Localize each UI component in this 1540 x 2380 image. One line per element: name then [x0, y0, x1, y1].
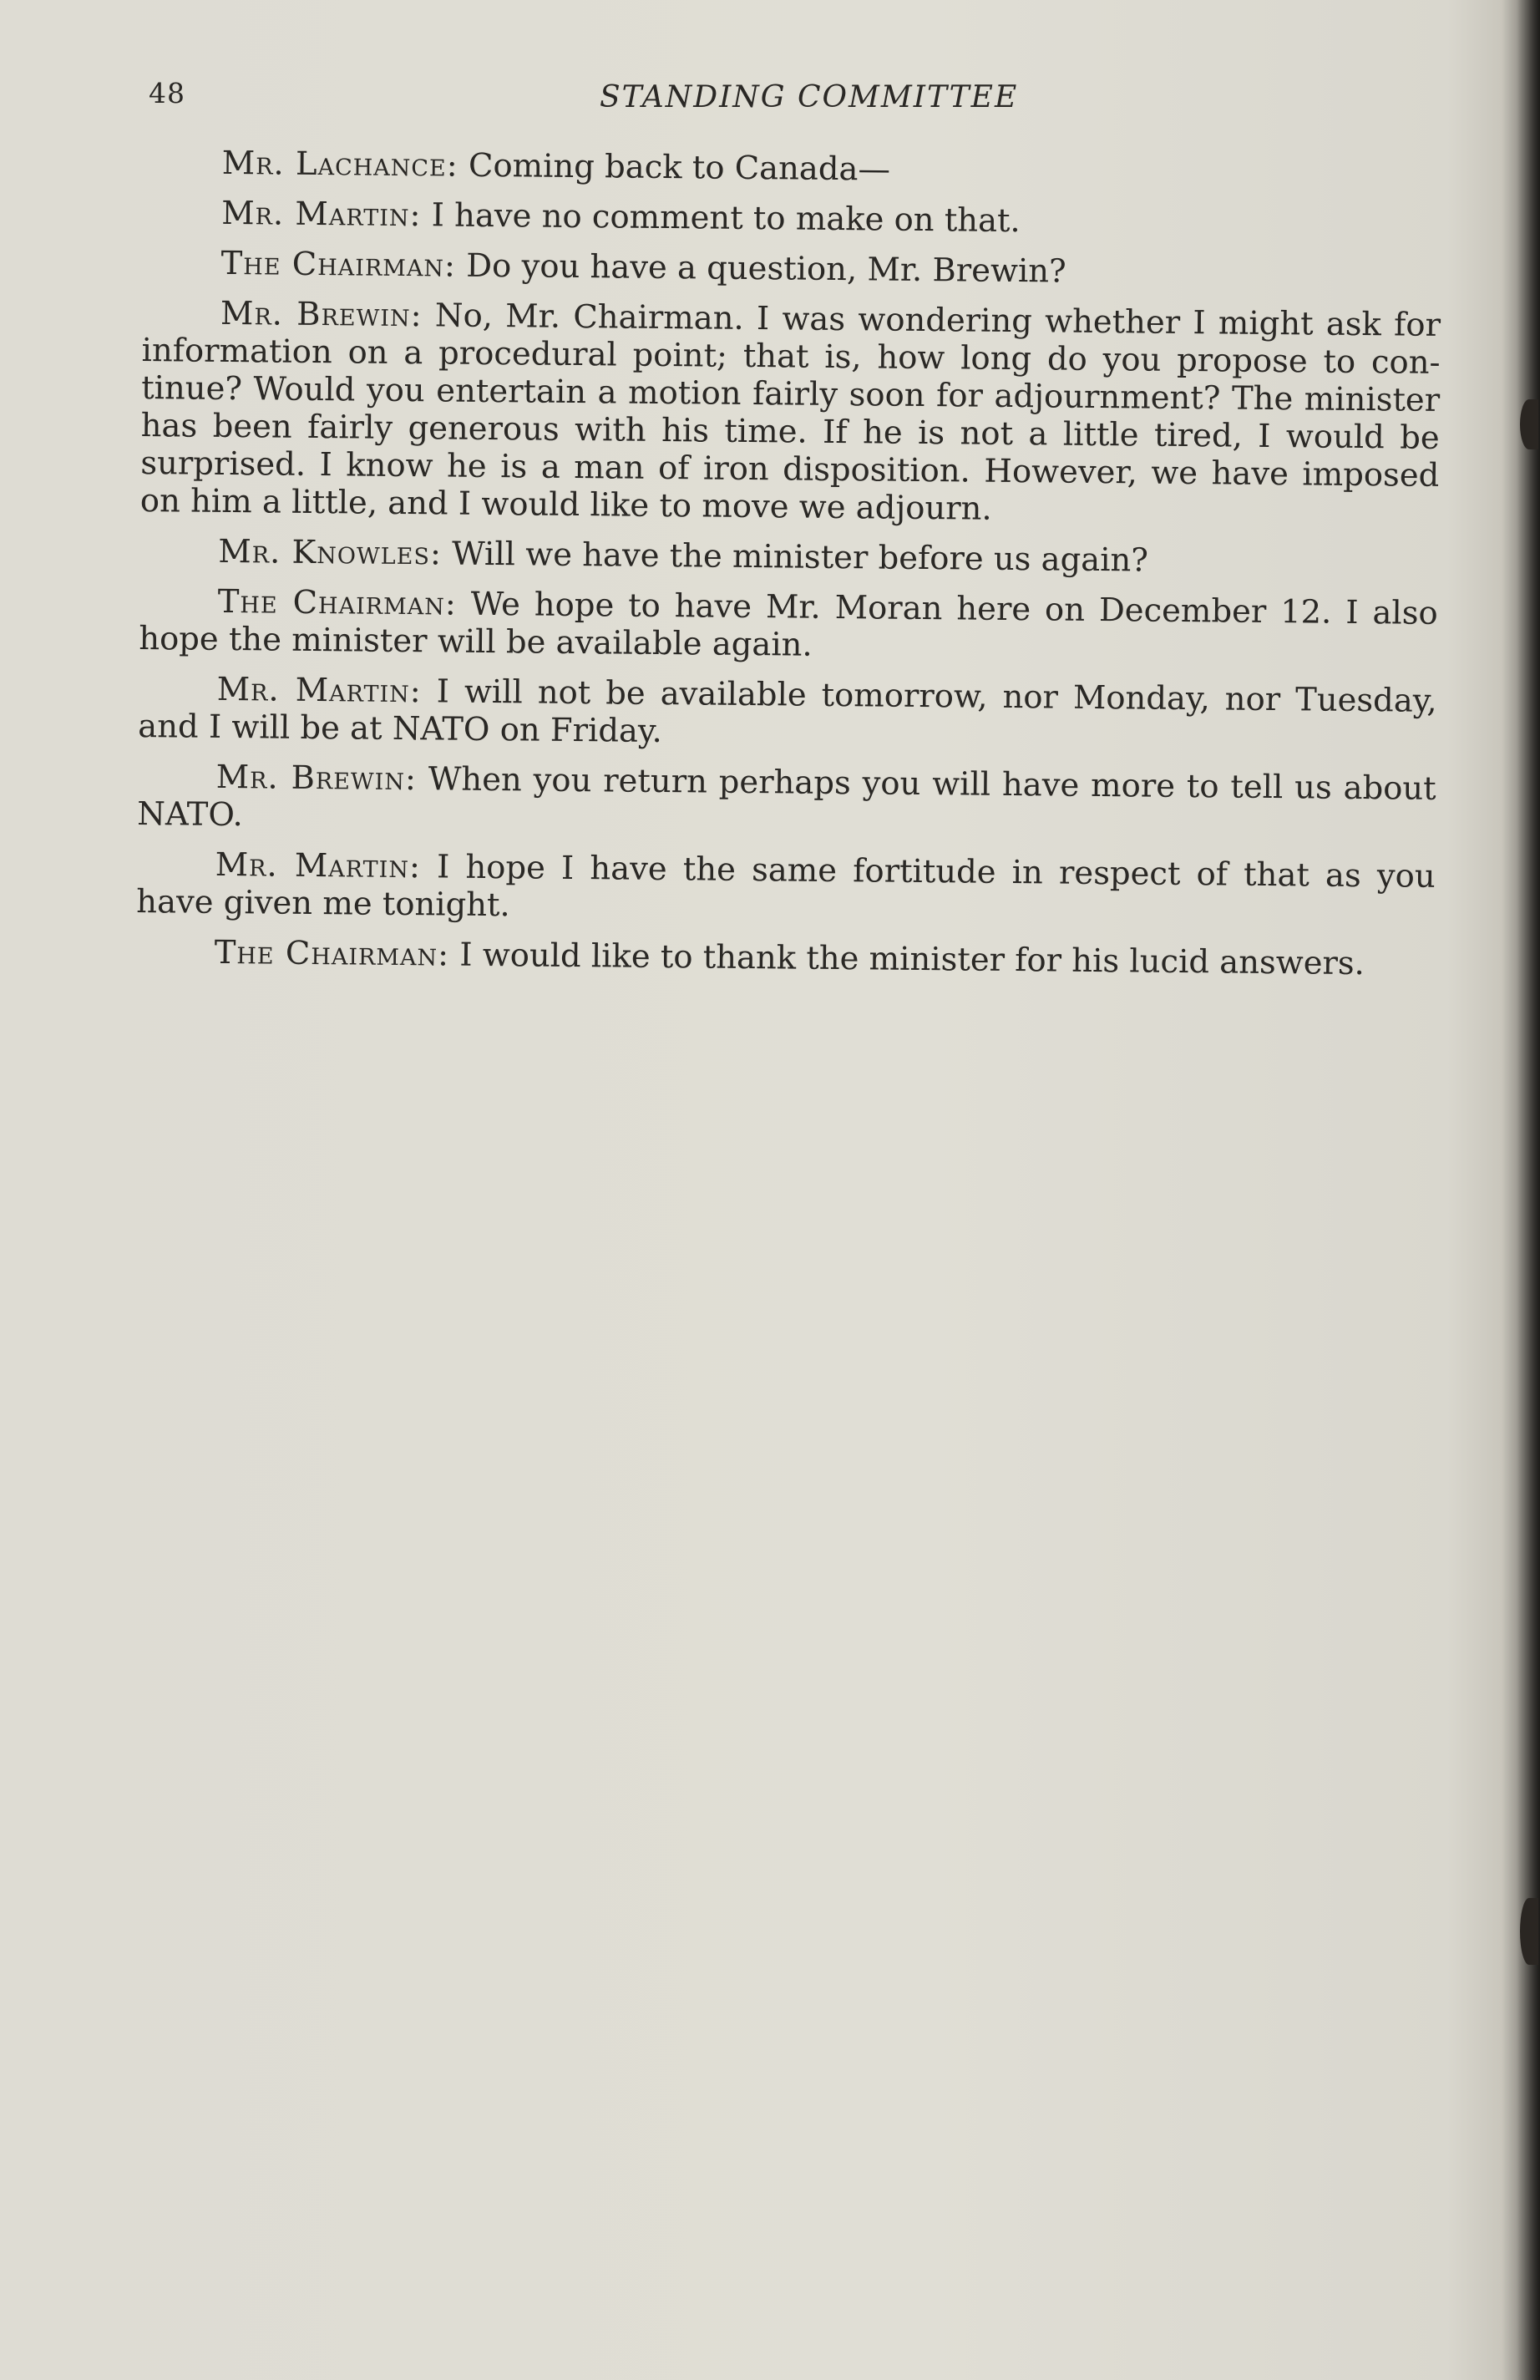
binding-hole-bottom	[1520, 1898, 1538, 1965]
transcript-paragraph	[142, 244, 1441, 294]
transcript-paragraph	[137, 758, 1436, 845]
speaker-name: Mr. Brewin:	[215, 758, 418, 799]
transcript-paragraph	[143, 194, 1441, 244]
transcript-paragraph	[140, 294, 1441, 532]
speech-text: Do you have a question, Mr. Brewin?	[466, 246, 1066, 291]
speaker-name: Mr. Lachance:	[221, 144, 458, 185]
speaker-name: Mr. Martin:	[215, 845, 422, 886]
transcript-paragraph	[136, 845, 1436, 933]
speaker-name: The Chairman:	[217, 582, 458, 623]
transcript-paragraph	[139, 532, 1438, 582]
transcript-paragraph	[144, 144, 1442, 194]
transcript-paragraph	[138, 670, 1437, 758]
binding-hole-top	[1520, 399, 1538, 449]
speaker-name: Mr. Martin:	[216, 670, 422, 711]
speech-text: No, Mr. Chairman. I was wondering whether I might ask for information on a procedural point; that is, how long do you propose to continue? Would you entertain a motion fairly soon for adjournment? The minister has been fairly generous with his time. If he is not a little tired, I would be surprised. I know he is a man of iron disposition. However, we have imposed on him a little, and I would like to move we adjourn.	[139, 297, 1441, 528]
speaker-name: The Chairman:	[214, 933, 450, 974]
transcript-paragraph	[139, 582, 1438, 670]
page-header	[149, 77, 1443, 119]
speaker-name: Mr. Knowles:	[218, 532, 443, 573]
speaker-name: The Chairman:	[220, 244, 457, 285]
page-number: 48	[149, 77, 185, 109]
speech-text: We hope to have Mr. Moran here on December 12. I also hope the minister will be available again.	[139, 585, 1438, 664]
speech-text: When you return perhaps you will have more to tell us about NATO.	[137, 760, 1436, 835]
speech-text: Coming back to Canada—	[468, 146, 891, 189]
running-title: STANDING COMMITTEE	[600, 80, 1019, 114]
page-binding-edge	[1517, 0, 1540, 2380]
speaker-name: Mr. Martin:	[220, 194, 422, 235]
transcript-paragraph	[135, 933, 1434, 983]
speech-text: I have no comment to make on that.	[431, 196, 1021, 241]
speaker-name: Mr. Brewin:	[220, 294, 423, 335]
speech-text: Will we have the minister before us again?	[451, 535, 1149, 580]
speech-text: I would like to thank the minister for his lucid answers.	[459, 936, 1365, 983]
transcript-body	[135, 144, 1442, 996]
speech-text: I hope I have the same fortitude in respect of that as you have given me tonight.	[136, 848, 1436, 925]
speech-text: I will not be available tomorrow, nor Monday, nor Tuesday, and I will be at NATO on Friday.	[138, 672, 1437, 750]
